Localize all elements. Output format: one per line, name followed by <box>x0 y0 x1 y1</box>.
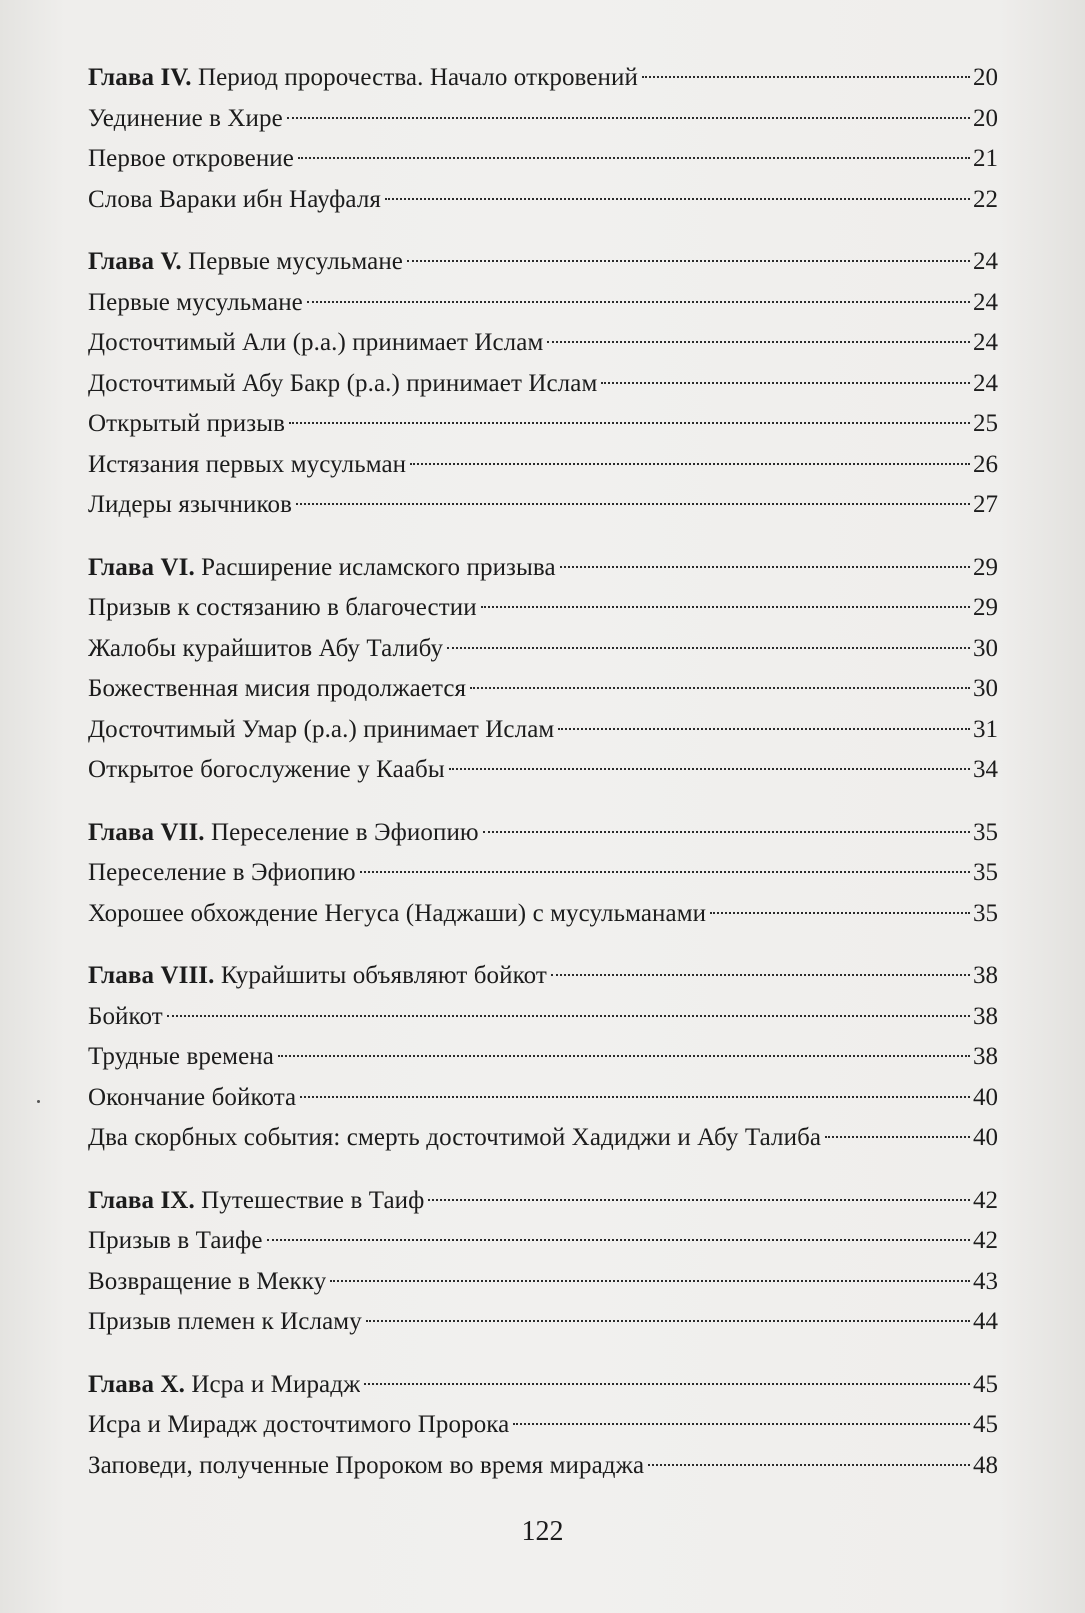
chapter-block <box>88 813 998 935</box>
section-title: Призыв в Таифе <box>88 1227 263 1254</box>
section-title: Трудные времена <box>88 1043 274 1070</box>
chapter-label: Глава X. <box>88 1370 185 1398</box>
section-entry <box>88 1078 998 1119</box>
dot-leader <box>601 382 970 384</box>
dot-leader <box>296 503 970 505</box>
dot-leader <box>513 1423 970 1425</box>
dot-leader <box>287 117 970 119</box>
section-page-number: 43 <box>973 1267 998 1295</box>
chapter-page-number: 20 <box>973 64 998 91</box>
dot-leader <box>385 198 970 200</box>
section-title: Хорошее обхождение Негуса (Наджаши) с мусульманами <box>88 899 707 927</box>
chapter-label: Глава VIII. <box>88 962 215 989</box>
section-title: Окончание бойкота <box>88 1083 297 1111</box>
section-entry <box>88 1118 998 1159</box>
chapter-page-number: 45 <box>973 1370 998 1398</box>
section-entry <box>88 1446 998 1487</box>
dot-leader <box>547 341 970 343</box>
chapter-label: Глава VI. <box>88 553 195 581</box>
section-page-number: 44 <box>973 1308 998 1335</box>
dot-leader <box>330 1280 970 1282</box>
section-page-number: 26 <box>973 450 998 478</box>
section-title: Исра и Мирадж досточтимого Пророка <box>88 1411 510 1438</box>
section-title: Божественная мисия продолжается <box>88 675 467 702</box>
chapter-page-number: 38 <box>973 962 998 989</box>
section-page-number: 27 <box>973 491 998 518</box>
dot-leader <box>364 1383 970 1385</box>
chapter-block <box>88 58 998 220</box>
section-title: Первые мусульмане <box>88 288 303 316</box>
chapter-name: Период пророчества. Начало откровений <box>197 64 638 91</box>
page-number: 122 <box>521 1516 564 1547</box>
dot-leader <box>481 606 970 608</box>
dot-leader <box>825 1136 970 1138</box>
dot-leader <box>560 566 970 568</box>
chapter-heading <box>88 1181 998 1222</box>
dot-leader <box>167 1015 970 1017</box>
section-title: Первое откровение <box>88 145 294 172</box>
section-title: Слова Вараки ибн Науфаля <box>88 185 381 213</box>
section-entry <box>88 485 998 526</box>
section-title: Два скорбных события: смерть досточтимой Хадиджи и Абу Талиба <box>88 1124 822 1151</box>
section-page-number: 38 <box>973 1002 998 1030</box>
chapter-title <box>88 956 547 997</box>
section-title: Жалобы курайшитов Абу Талибу <box>88 634 444 662</box>
section-page-number: 35 <box>973 899 998 927</box>
chapter-block <box>88 548 998 791</box>
section-title: Досточтимый Абу Бакр (р.а.) принимает Ислам <box>88 369 598 397</box>
section-entry <box>88 180 998 221</box>
section-entry <box>88 364 998 405</box>
chapter-label: Глава IX. <box>88 1186 195 1214</box>
chapter-title <box>88 58 638 99</box>
chapter-heading <box>88 813 998 854</box>
chapter-heading <box>88 58 998 99</box>
chapter-title <box>88 1181 424 1222</box>
dot-leader <box>447 647 970 649</box>
section-title: Истязания первых мусульман <box>88 450 407 478</box>
chapter-title <box>88 1365 360 1406</box>
section-entry <box>88 1221 998 1262</box>
section-entry <box>88 750 998 791</box>
section-title: Бойкот <box>88 1002 163 1030</box>
dot-leader <box>307 301 970 303</box>
chapter-heading <box>88 242 998 283</box>
dot-leader <box>289 422 970 424</box>
print-speck <box>37 1100 40 1103</box>
chapter-page-number: 35 <box>973 818 998 846</box>
section-title: Призыв племен к Исламу <box>88 1308 362 1335</box>
section-title: Открытое богослужение у Каабы <box>88 756 445 783</box>
section-page-number: 48 <box>973 1451 998 1479</box>
section-page-number: 22 <box>973 185 998 213</box>
dot-leader <box>267 1239 970 1241</box>
chapter-heading <box>88 548 998 589</box>
section-entry <box>88 445 998 486</box>
chapter-heading <box>88 1365 998 1406</box>
dot-leader <box>551 974 970 976</box>
dot-leader <box>407 260 970 262</box>
section-page-number: 38 <box>973 1043 998 1070</box>
chapter-name: Первые мусульмане <box>188 248 403 275</box>
dot-leader <box>300 1096 970 1098</box>
dot-leader <box>298 157 970 159</box>
section-title: Переселение в Эфиопию <box>88 859 356 886</box>
section-page-number: 30 <box>973 675 998 702</box>
chapter-page-number: 24 <box>973 248 998 275</box>
chapter-block <box>88 1181 998 1343</box>
section-page-number: 24 <box>973 329 998 356</box>
dot-leader <box>449 768 970 770</box>
dot-leader <box>360 871 970 873</box>
section-page-number: 40 <box>973 1083 998 1111</box>
dot-leader <box>278 1055 970 1057</box>
section-entry <box>88 710 998 751</box>
section-page-number: 21 <box>973 145 998 172</box>
chapter-block <box>88 956 998 1159</box>
section-title: Досточтимый Умар (р.а.) принимает Ислам <box>88 715 555 743</box>
chapter-name: Расширение исламского призыва <box>201 553 556 581</box>
dot-leader <box>483 831 970 833</box>
chapter-title <box>88 242 403 283</box>
section-page-number: 30 <box>973 634 998 662</box>
chapter-label: Глава V. <box>88 248 182 275</box>
section-entry <box>88 1405 998 1446</box>
section-page-number: 35 <box>973 859 998 886</box>
chapter-block <box>88 1365 998 1487</box>
chapter-page-number: 29 <box>973 553 998 581</box>
section-title: Заповеди, полученные Пророком во время мираджа <box>88 1451 645 1479</box>
section-page-number: 25 <box>973 410 998 437</box>
section-entry <box>88 669 998 710</box>
dot-leader <box>710 912 970 914</box>
section-entry <box>88 404 998 445</box>
section-entry <box>88 997 998 1038</box>
section-title: Открытый призыв <box>88 410 286 437</box>
section-page-number: 24 <box>973 369 998 397</box>
section-entry <box>88 1302 998 1343</box>
chapter-heading <box>88 956 998 997</box>
section-entry <box>88 1037 998 1078</box>
section-page-number: 34 <box>973 756 998 783</box>
section-entry <box>88 323 998 364</box>
section-entry <box>88 99 998 140</box>
dot-leader <box>642 76 970 78</box>
section-entry <box>88 853 998 894</box>
section-page-number: 31 <box>973 715 998 743</box>
section-page-number: 24 <box>973 288 998 316</box>
chapter-title <box>88 813 479 854</box>
chapter-name: Исра и Мирадж <box>191 1370 361 1398</box>
section-entry <box>88 588 998 629</box>
section-title: Досточтимый Али (р.а.) принимает Ислам <box>88 329 544 356</box>
dot-leader <box>648 1464 970 1466</box>
section-title: Призыв к состязанию в благочестии <box>88 594 477 621</box>
chapter-name: Путешествие в Таиф <box>201 1186 425 1214</box>
dot-leader <box>428 1199 970 1201</box>
section-entry <box>88 629 998 670</box>
chapter-name: Переселение в Эфиопию <box>210 818 479 846</box>
section-page-number: 29 <box>973 594 998 621</box>
dot-leader <box>410 463 970 465</box>
section-page-number: 20 <box>973 104 998 132</box>
section-title: Уединение в Хире <box>88 104 283 132</box>
section-title: Лидеры язычников <box>88 491 292 518</box>
section-entry <box>88 1262 998 1303</box>
section-entry <box>88 894 998 935</box>
dot-leader <box>558 728 970 730</box>
dot-leader <box>366 1320 970 1322</box>
chapter-label: Глава IV. <box>88 64 192 91</box>
section-page-number: 45 <box>973 1411 998 1438</box>
chapter-page-number: 42 <box>973 1186 998 1214</box>
dot-leader <box>470 687 970 689</box>
chapter-label: Глава VII. <box>88 818 205 846</box>
chapter-name: Курайшиты объявляют бойкот <box>220 962 547 989</box>
section-title: Возвращение в Мекку <box>88 1267 327 1295</box>
section-entry <box>88 139 998 180</box>
section-page-number: 40 <box>973 1124 998 1151</box>
section-page-number: 42 <box>973 1227 998 1254</box>
table-of-contents <box>88 58 998 1508</box>
section-entry <box>88 283 998 324</box>
chapter-title <box>88 548 556 589</box>
chapter-block <box>88 242 998 526</box>
